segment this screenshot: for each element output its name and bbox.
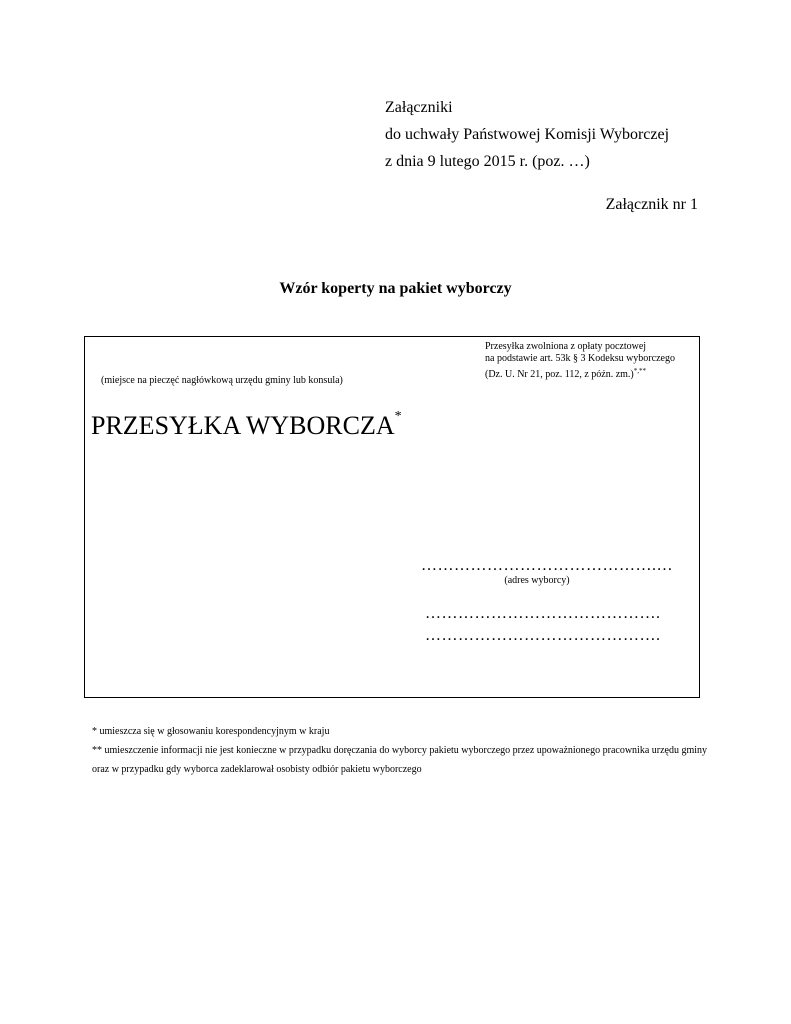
footnote-1: * umieszcza się w głosowaniu korespondencyjnym w kraju (92, 726, 330, 737)
envelope-heading-footnote-marker: * (394, 409, 402, 424)
stamp-placeholder: (miejsce na pieczęć nagłówkową urzędu gminy lub konsula) (101, 375, 343, 386)
postage-exemption-note (485, 341, 675, 381)
header-line-date: z dnia 9 lutego 2015 r. (poz. …) (385, 153, 590, 170)
voter-address-block (421, 557, 673, 644)
address-line-1: …………………………………….… (421, 557, 673, 574)
header-line-resolution: do uchwały Państwowej Komisji Wyborczej (385, 126, 670, 143)
postage-note-footnote-marker: *,** (633, 367, 647, 375)
postage-note-line-3-text: (Dz. U. Nr 21, poz. 112, z późn. zm.) (485, 369, 634, 380)
address-line-2: ……………………………………. (425, 605, 661, 622)
attachment-header (385, 94, 669, 175)
address-line-3: ……………………………………. (425, 627, 661, 644)
footnote-2: ** umieszczenie informacji nie jest konieczne w przypadku doręczania do wyborcy pakietu wyborczego przez upoważnionego pracownika urzędu gminy oraz w przypadku gdy wyborca zadeklarował osobisty odbiór pakietu wyborczego (92, 745, 708, 775)
postage-note-line-2: na podstawie art. 53k § 3 Kodeksu wyborczego (485, 353, 675, 364)
annex-number: Załącznik nr 1 (605, 196, 698, 213)
postage-note-line-3 (485, 365, 675, 381)
envelope-template (84, 336, 700, 698)
header-line-attachments: Załączniki (385, 99, 453, 116)
footnotes (92, 722, 712, 779)
postage-note-line-1: Przesyłka zwolniona z opłaty pocztowej (485, 341, 647, 352)
envelope-heading-text: PRZESYŁKA WYBORCZA (91, 411, 395, 440)
address-label: (adres wyborcy) (504, 575, 570, 586)
document-title: Wzór koperty na pakiet wyborczy (279, 280, 512, 297)
envelope-heading (91, 409, 402, 441)
